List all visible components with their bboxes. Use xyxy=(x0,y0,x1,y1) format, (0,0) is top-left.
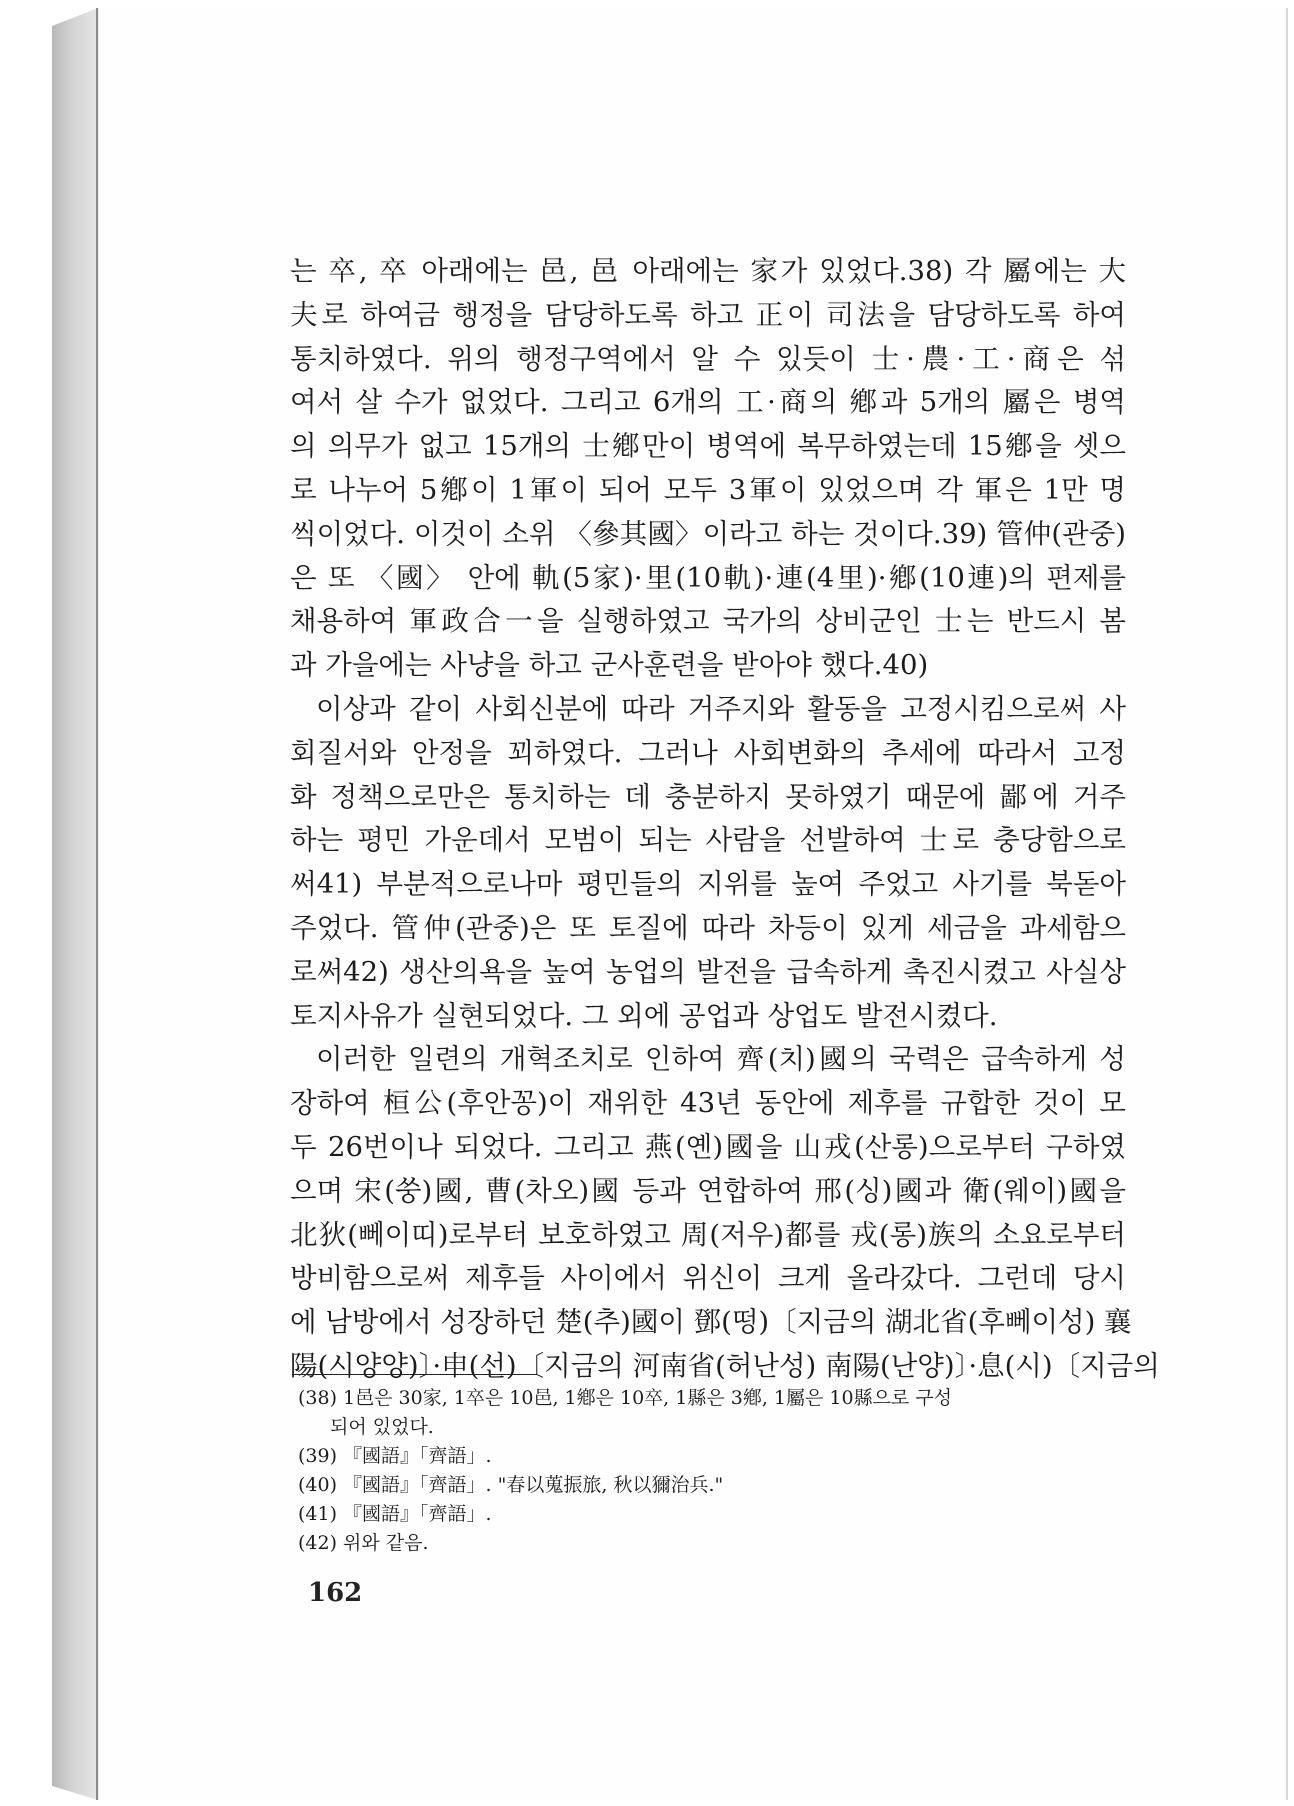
body-line: 장하여 桓公(후안꽁)이 재위한 43년 동안에 제후를 규합한 것이 모 xyxy=(290,1087,1126,1120)
footnotes xyxy=(298,1384,1128,1558)
body-line: 夫로 하여금 행정을 담당하도록 하고 正이 司法을 담당하도록 하여 xyxy=(290,298,1126,331)
page-number: 162 xyxy=(308,1578,363,1608)
body-line: 두 26번이나 되었다. 그리고 燕(옌)國을 山戎(산롱)으로부터 구하였 xyxy=(290,1130,1126,1163)
footnote-40: (40) 『國語』「齊語」. "春以蒐振旅, 秋以獮治兵." xyxy=(298,1474,724,1496)
footnote-41: (41) 『國語』「齊語」. xyxy=(298,1503,492,1525)
body-line: 이상과 같이 사회신분에 따라 거주지와 활동을 고정시킴으로써 사 xyxy=(316,692,1126,725)
body-line: 로 나누어 5鄕이 1軍이 되어 모두 3軍이 있었으며 각 軍은 1만 명 xyxy=(290,473,1126,506)
body-line: 씩이었다. 이것이 소위 〈參其國〉이라고 하는 것이다.39) 管仲(관중) xyxy=(290,517,1126,550)
body-line: 여서 살 수가 없었다. 그리고 6개의 工·商의 鄕과 5개의 屬은 병역 xyxy=(290,386,1126,419)
footnote-38-continued: 되어 있었다. xyxy=(330,1416,434,1438)
body-line: 토지사유가 실현되었다. 그 외에 공업과 상업도 발전시켰다. xyxy=(290,999,998,1032)
body-line: 陽(시양양)〕·申(선)〔지금의 河南省(허난성) 南陽(난양)〕·息(시)〔지금의 xyxy=(290,1349,1160,1382)
body-line: 하는 평민 가운데서 모범이 되는 사람을 선발하여 士로 충당함으로 xyxy=(290,824,1126,857)
body-line: 은 또 〈國〉 안에 軌(5家)·里(10軌)·連(4里)·鄕(10連)의 편제를 xyxy=(290,561,1126,594)
body-line: 과 가을에는 사냥을 하고 군사훈련을 받아야 했다.40) xyxy=(290,649,929,682)
footnote-divider xyxy=(292,1374,537,1375)
footnote-42: (42) 위와 같음. xyxy=(298,1532,429,1554)
body-line: 주었다. 管仲(관중)은 또 토질에 따라 차등이 있게 세금을 과세함으 xyxy=(290,911,1126,944)
body-line: 北狄(뻬이띠)로부터 보호하였고 周(저우)都를 戎(롱)族의 소요로부터 xyxy=(290,1218,1126,1251)
body-line: 써41) 부분적으로나마 평민들의 지위를 높여 주었고 사기를 북돋아 xyxy=(290,868,1126,901)
body-line: 채용하여 軍政合一을 실행하였고 국가의 상비군인 士는 반드시 봄 xyxy=(290,605,1126,638)
body-line: 화 정책으로만은 통치하는 데 충분하지 못하였기 때문에 鄙에 거주 xyxy=(290,780,1126,813)
body-line: 는 卒, 卒 아래에는 邑, 邑 아래에는 家가 있었다.38) 각 屬에는 大 xyxy=(290,255,1126,287)
body-text xyxy=(290,250,1160,1389)
body-line: 이러한 일련의 개혁조치로 인하여 齊(치)國의 국력은 급속하게 성 xyxy=(316,1043,1126,1076)
footnote-39: (39) 『國語』「齊語」. xyxy=(298,1445,492,1467)
body-line: 통치하였다. 위의 행정구역에서 알 수 있듯이 士·農·工·商은 섞 xyxy=(290,342,1126,375)
body-line: 으며 宋(쑹)國, 曹(차오)國 등과 연합하여 邢(싱)國과 衛(웨이)國을 xyxy=(290,1174,1126,1207)
footnote-38: (38) 1邑은 30家, 1卒은 10邑, 1鄕은 10卒, 1縣은 3鄕, 1屬은 10縣으로 구성 xyxy=(298,1387,953,1409)
body-line: 의 의무가 없고 15개의 士鄕만이 병역에 복무하였는데 15鄕을 셋으 xyxy=(290,430,1126,463)
body-line: 방비함으로써 제후들 사이에서 위신이 크게 올라갔다. 그런데 당시 xyxy=(290,1262,1126,1295)
body-line: 에 남방에서 성장하던 楚(추)國이 鄧(떵)〔지금의 湖北省(후뻬이성) 襄 xyxy=(290,1306,1132,1339)
body-line: 회질서와 안정을 꾀하였다. 그러나 사회변화의 추세에 따라서 고정 xyxy=(290,736,1126,769)
book-spine-edge xyxy=(52,8,98,1800)
body-line: 로써42) 생산의욕을 높여 농업의 발전을 급속하게 촉진시켰고 사실상 xyxy=(290,955,1126,988)
